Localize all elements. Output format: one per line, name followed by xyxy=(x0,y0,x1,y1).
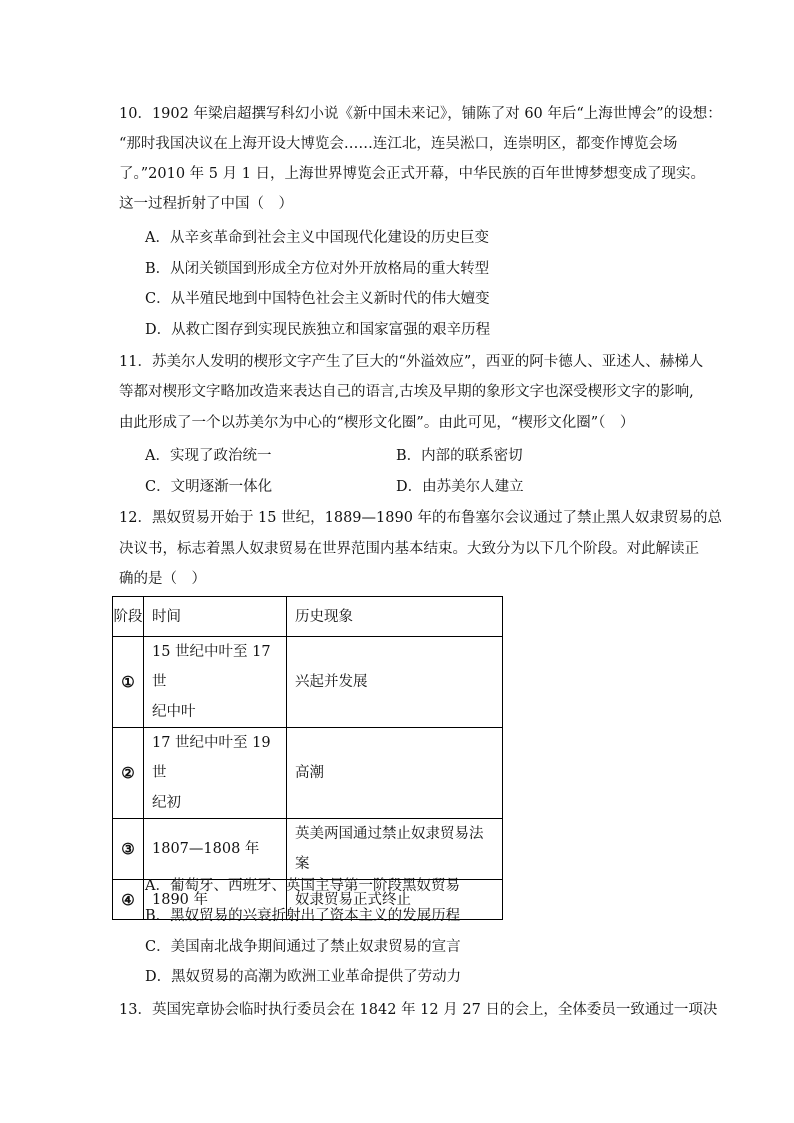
table-cell-time-line: 纪初 xyxy=(152,795,181,811)
q11-option-d[interactable]: D．由苏美尔人建立 xyxy=(396,479,524,495)
table-cell-stage: ② xyxy=(113,728,144,819)
table-cell-time: 1890 年 xyxy=(144,880,287,920)
table-cell-event: 英美两国通过禁止奴隶贸易法案 xyxy=(287,819,503,880)
q10-option-b[interactable]: B．从闭关锁国到形成全方位对外开放格局的重大转型 xyxy=(145,261,490,277)
q12-option-a[interactable]: A．葡萄牙、西班牙、英国主导第一阶段黑奴贸易 xyxy=(145,878,460,894)
q12-option-b[interactable]: B．黑奴贸易的兴衰折射出了资本主义的发展历程 xyxy=(145,908,461,924)
table-header-cell: 历史现象 xyxy=(287,597,503,637)
table-cell-event: 奴隶贸易正式终止 xyxy=(287,880,503,920)
q10-line-1: 10．1902 年梁启超撰写科幻小说《新中国未来记》，铺陈了对 60 年后“上海世博会”的设想： xyxy=(119,106,722,122)
q12-line-1: 12．黑奴贸易开始于 15 世纪，1889—1890 年的布鲁塞尔会议通过了禁止黑人奴隶贸易的总 xyxy=(119,510,723,526)
table-row xyxy=(113,728,503,819)
slave-trade-table xyxy=(112,596,503,920)
table-cell-event: 高潮 xyxy=(287,728,503,819)
table-cell-time-line: 纪中叶 xyxy=(152,704,196,720)
table-row xyxy=(113,819,503,880)
table-cell-time xyxy=(144,637,287,728)
q10-option-a[interactable]: A．从辛亥革命到社会主义中国现代化建设的历史巨变 xyxy=(145,230,489,246)
table-cell-time-line: 17 世纪中叶至 19 世 xyxy=(152,735,271,781)
q10-line-4: 这一过程折射了中国（ ） xyxy=(119,196,293,212)
q12-option-c[interactable]: C．美国南北战争期间通过了禁止奴隶贸易的宣言 xyxy=(145,939,461,955)
table-row xyxy=(113,637,503,728)
q10-option-c[interactable]: C．从半殖民地到中国特色社会主义新时代的伟大嬗变 xyxy=(145,291,490,307)
q11-option-a[interactable]: A．实现了政治统一 xyxy=(145,448,272,464)
q10-option-d[interactable]: D．从救亡图存到实现民族独立和国家富强的艰辛历程 xyxy=(145,322,491,338)
table-cell-stage: ① xyxy=(113,637,144,728)
table-cell-time-line: 15 世纪中叶至 17 世 xyxy=(152,644,271,690)
q11-option-b[interactable]: B．内部的联系密切 xyxy=(396,448,523,464)
table-header-cell: 时间 xyxy=(144,597,287,637)
q11-line-2: 等都对楔形文字略加改造来表达自己的语言,古埃及早期的象形文字也深受楔形文字的影响, xyxy=(119,384,694,400)
q10-line-3: 了。”2010 年 5 月 1 日，上海世界博览会正式开幕，中华民族的百年世博梦想变成了现实。 xyxy=(119,166,706,182)
q11-line-3: 由此形成了一个以苏美尔为中心的“楔形文化圈”。由此可见，“楔形文化圈”（ ） xyxy=(119,415,635,431)
table-cell-time xyxy=(144,728,287,819)
table-cell-stage: ③ xyxy=(113,819,144,880)
q10-line-2: “那时我国决议在上海开设大博览会……连江北，连吴淞口，连崇明区，都变作博览会场 xyxy=(119,136,678,152)
q12-option-d[interactable]: D．黑奴贸易的高潮为欧洲工业革命提供了劳动力 xyxy=(145,969,462,985)
q12-line-2: 决议书，标志着黑人奴隶贸易在世界范围内基本结束。大致分为以下几个阶段。对此解读正 xyxy=(119,541,699,557)
q13-line-1: 13．英国宪章协会临时执行委员会在 1842 年 12 月 27 日的会上，全体委员一致通过一项决 xyxy=(119,1002,718,1018)
table-cell-time: 1807—1808 年 xyxy=(144,819,287,880)
table-header-cell: 阶段 xyxy=(113,597,144,637)
q11-option-c[interactable]: C．文明逐渐一体化 xyxy=(145,479,273,495)
q11-line-1: 11．苏美尔人发明的楔形文字产生了巨大的“外溢效应”，西亚的阿卡德人、亚述人、赫梯人 xyxy=(119,354,704,370)
table-cell-stage: ④ xyxy=(113,880,144,920)
q12-line-3: 确的是（ ） xyxy=(119,571,206,587)
table-cell-event: 兴起并发展 xyxy=(287,637,503,728)
table-header-row xyxy=(113,597,503,637)
